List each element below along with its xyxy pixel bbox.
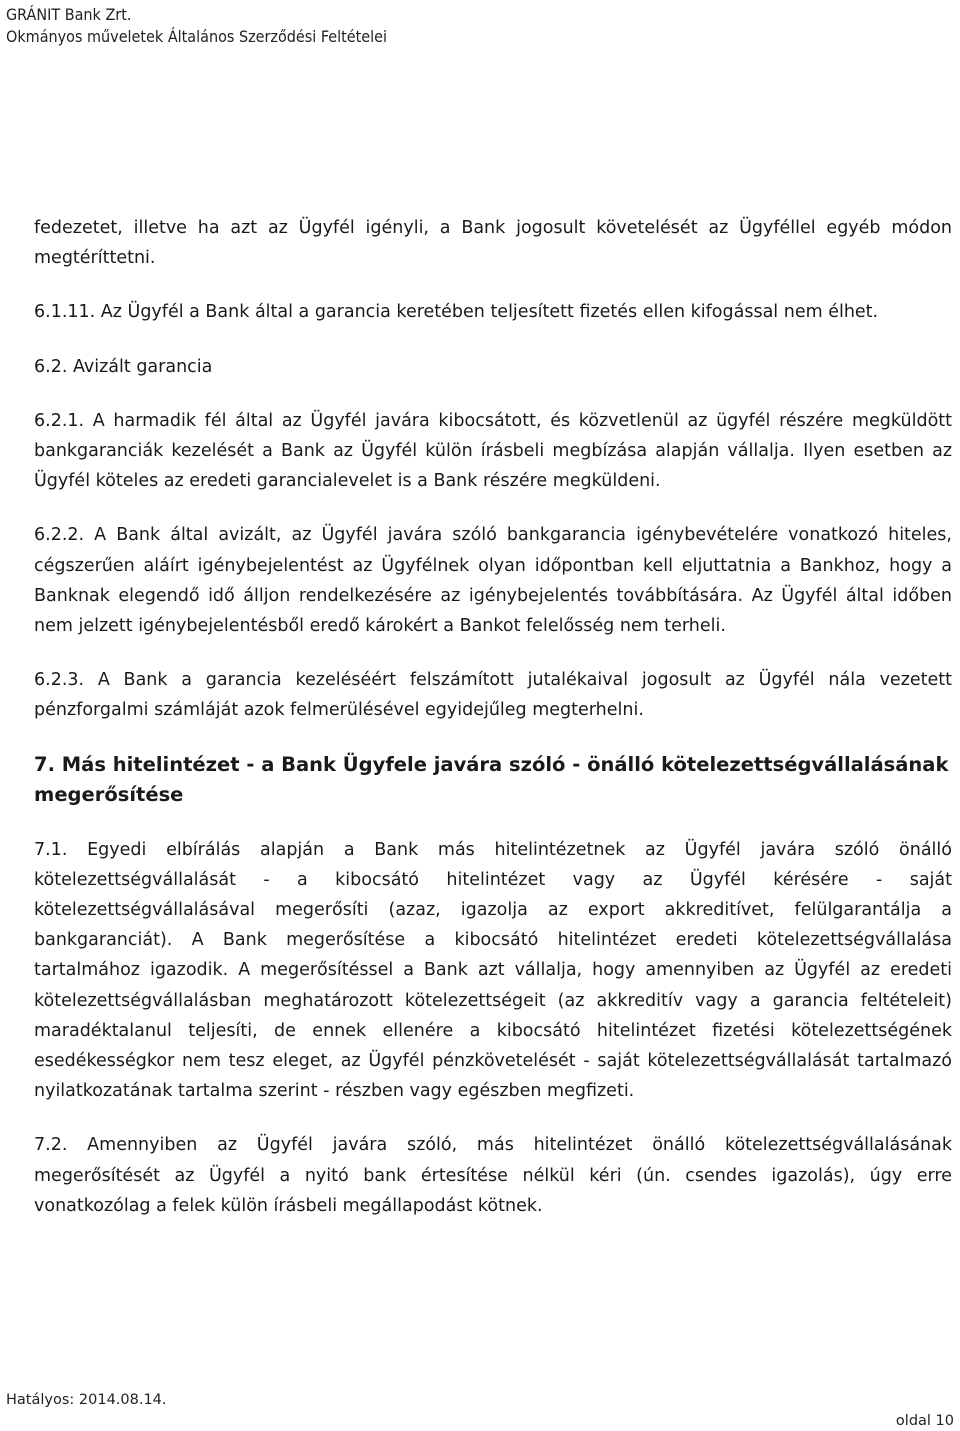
paragraph-6-1-11: 6.1.11. Az Ügyfél a Bank által a garancia keretében teljesített fizetés ellen kifogással nem élhet. [34, 302, 879, 323]
company-name: GRÁNIT Bank Zrt. [6, 5, 132, 24]
paragraph-6-2-1: 6.2.1. A harmadik fél által az Ügyfél javára kibocsátott, és közvetlenül az ügyfél részére megküldött bankgaranciák kezelését a Bank az Ügyfél külön írásbeli megbízása alapján vállalja. Ilyen esetben az Ügyfél köteles az eredeti garancialevelet is a Bank részére megküldeni. [34, 410, 952, 492]
paragraph-7-1: 7.1. Egyedi elbírálás alapján a Bank más hitelintézetnek az Ügyfél javára szóló önálló kötelezettségvállalását - a kibocsátó hitelintézet vagy az Ügyfél kérésére - saját kötelezettségvállalásával megerősíti (azaz, igazolja az export akkreditívet, felülgarantálja a bankgaranciát). A Bank megerősítése a kibocsátó hitelintézet eredeti kötelezettségvállalása tartalmához igazodik. A megerősítéssel a Bank azt vállalja, hogy amennyiben az Ügyfél az eredeti kötelezettségvállalásban meghatározott kötelezettségeit (az akkreditív vagy a garancia feltételeit) maradéktalanul teljesíti, de ennek ellenére a kibocsátó hitelintézet fizetési kötelezettségének esedékességkor nem tesz eleget, az Ügyfél pénzkövetelését - saját kötelezettségvállalását tartalmazó nyilatkozatának tartalma szerint - részben vagy egészben megfizeti. [34, 839, 952, 1102]
document-title: Okmányos műveletek Általános Szerződési Feltételei [6, 27, 387, 46]
paragraph-7-2: 7.2. Amennyiben az Ügyfél javára szóló, más hitelintézet önálló kötelezettségvállalásának megerősítését az Ügyfél a nyitó bank értesítése nélkül kéri (ún. csendes igazolás), úgy erre vonatkozólag a felek külön írásbeli megállapodást kötnek. [34, 1135, 952, 1216]
section-heading-7: 7. Más hitelintézet - a Bank Ügyfele javára szóló - önálló kötelezettségvállalásának megerősítése [34, 752, 949, 807]
page-header [6, 4, 387, 48]
document-body [34, 213, 952, 1221]
paragraph-continuation: fedezetet, illetve ha azt az Ügyfél igényli, a Bank jogosult követelését az Ügyféllel egyéb módon megtéríttetni. [34, 218, 952, 269]
paragraph-6-2-2: 6.2.2. A Bank által avizált, az Ügyfél javára szóló bankgarancia igénybevételére vonatkozó hiteles, cégszerűen aláírt igénybejelentést az Ügyfélnek olyan időpontban kell eljuttatnia a Bankhoz, hogy a Banknak elegendő idő álljon rendelkezésére az igénybejelentés továbbítására. Az Ügyfél által időben nem jelzett igénybejelentésből eredő károkért a Bankot felelősség nem terheli. [34, 525, 952, 637]
paragraph-6-2-3: 6.2.3. A Bank a garancia kezeléséért felszámított jutalékaival jogosult az Ügyfél nála vezetett pénzforgalmi számláját azok felmerülésével egyidejűleg megterhelni. [34, 670, 952, 721]
page-number: oldal 10 [895, 1413, 954, 1429]
section-heading-6-2: 6.2. Avizált garancia [34, 356, 213, 377]
effective-date: Hatályos: 2014.08.14. [6, 1392, 167, 1408]
